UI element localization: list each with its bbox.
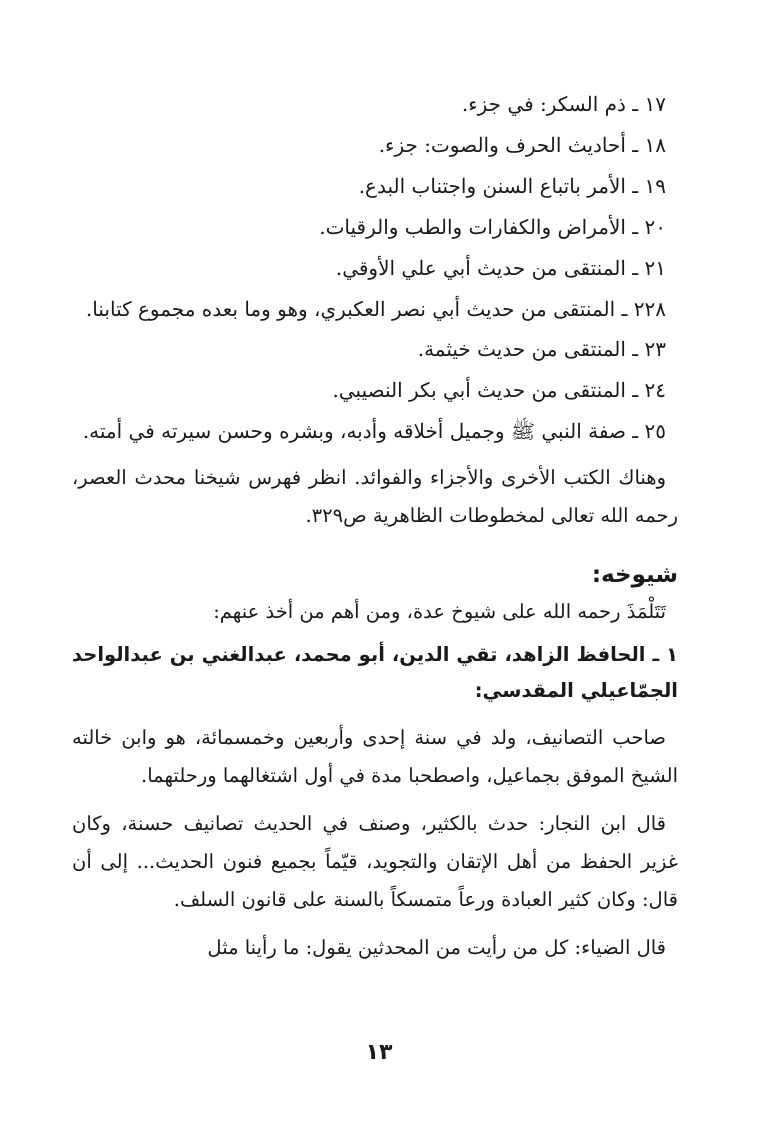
bio-paragraph: صاحب التصانيف، ولد في سنة إحدى وأربعين وخمسمائة، هو وابن خالته الشيخ الموفق بجماعيل، واصطحبا مدة في أول اشتغالهما ورحلتهما. xyxy=(72,726,678,787)
list-item: ١٩ ـ الأمر باتباع السنن واجتناب البدع. xyxy=(358,174,666,198)
list-item: ٢٣ ـ المنتقى من حديث خيثمة. xyxy=(417,337,666,361)
page-number: ١٣ xyxy=(365,1040,393,1065)
list-item: ٢٤ ـ المنتقى من حديث أبي بكر النصيبي. xyxy=(332,378,666,402)
list-item: ٢٠ ـ الأمراض والكفارات والطب والرقيات. xyxy=(319,215,666,239)
list-item: ١٨ ـ أحاديث الحرف والصوت: جزء. xyxy=(378,133,666,157)
list-item: ٢١ ـ المنتقى من حديث أبي علي الأوقي. xyxy=(335,256,666,280)
other-books-paragraph: وهناك الكتب الأخرى والأجزاء والفوائد. انظر فهرس شيخنا محدث العصر، رحمه الله تعالى لمخطوطات الظاهرية ص٣٢٩. xyxy=(72,466,678,527)
list-item: ١٧ ـ ذم السكر: في جزء. xyxy=(461,92,666,116)
intro-paragraph: تَتَلْمَذَ رحمه الله على شيوخ عدة، ومن أهم من أخذ عنهم: xyxy=(213,600,666,623)
page-body xyxy=(72,84,678,967)
teacher-1-heading: ١ ـ الحافظ الزاهد، تقي الدين، أبو محمد، عبدالغني بن عبدالواحد الجمّاعيلي المقدسي: xyxy=(72,643,678,702)
ibn-najjar-paragraph: قال ابن النجار: حدث بالكثير، وصنف في الحديث تصانيف حسنة، وكان غزير الحفظ من أهل الإتقان والتجويد، قيّماً بجميع فنون الحديث... إلى أن قال: وكان كثير العبادة ورعاً متمسكاً بالسنة على قانون السلف. xyxy=(72,812,678,911)
list-item: ٢٢٨ ـ المنتقى من حديث أبي نصر العكبري، وهو وما بعده مجموع كتابنا. xyxy=(85,297,666,321)
section-heading-shuyukh: شيوخه: xyxy=(591,562,678,588)
diya-paragraph: قال الضياء: كل من رأيت من المحدثين يقول: ما رأينا مثل xyxy=(207,936,666,959)
list-item: ٢٥ ـ صفة النبي ﷺ وجميل أخلاقه وأدبه، وبشره وحسن سيرته في أمته. xyxy=(82,419,666,443)
